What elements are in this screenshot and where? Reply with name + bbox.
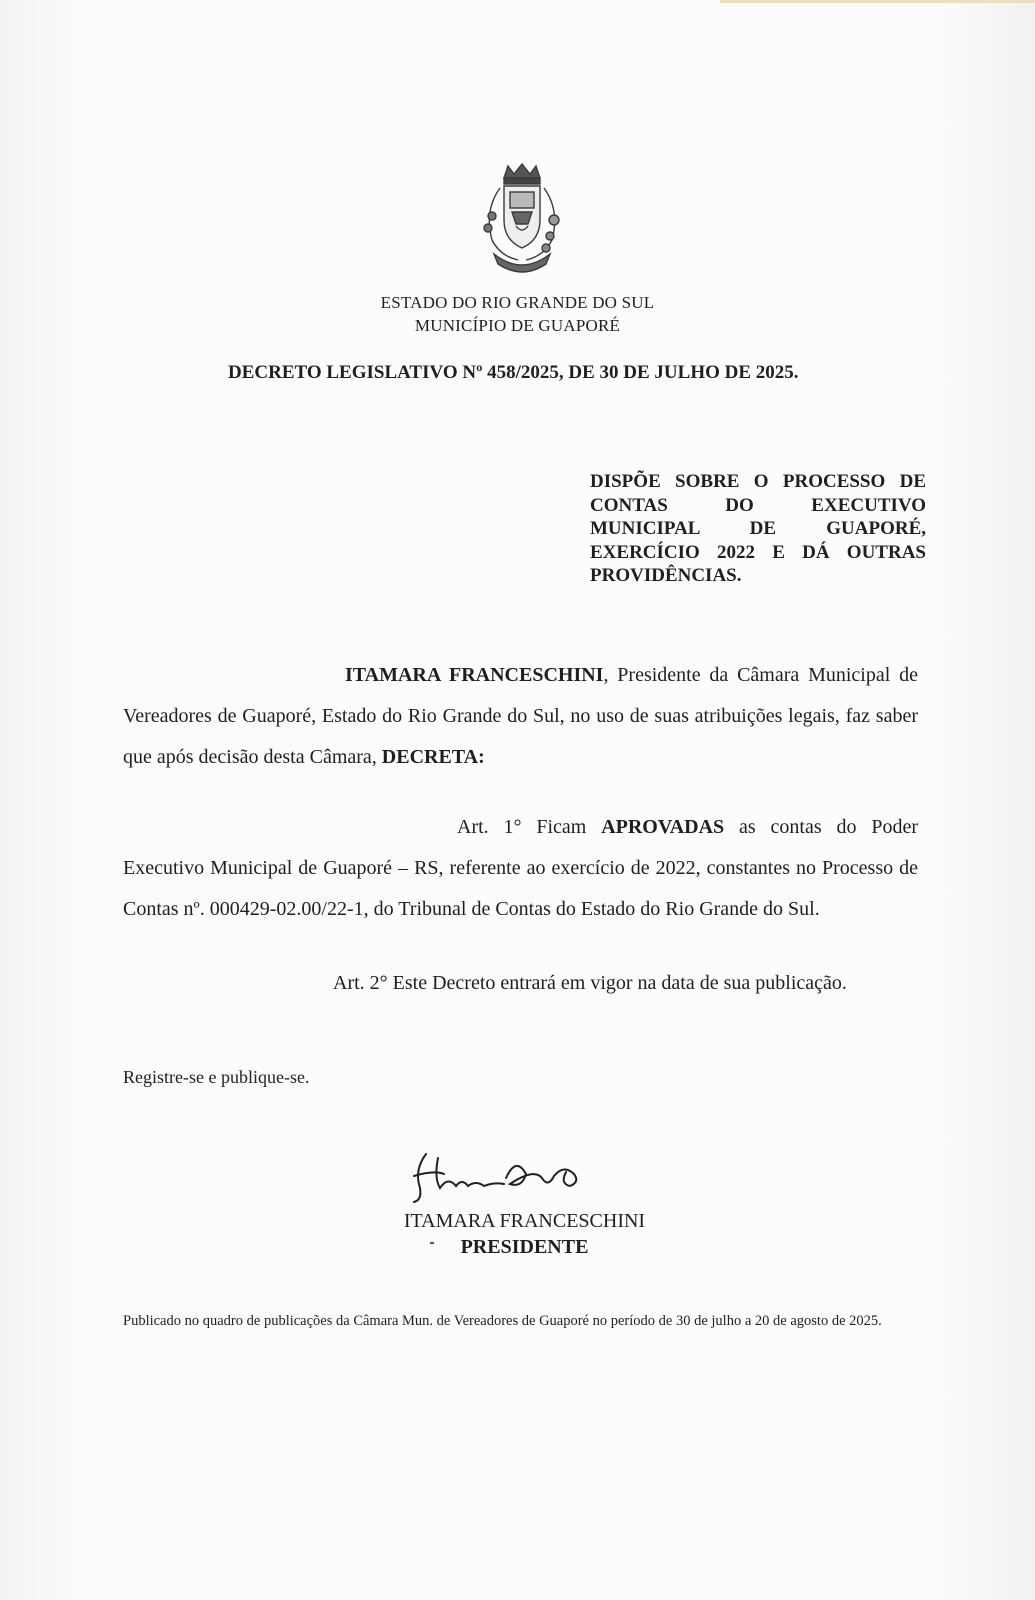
article-1-start: Art. 1° Ficam — [457, 816, 602, 838]
preamble-name: ITAMARA FRANCESCHINI — [345, 664, 604, 686]
decreta-label: DECRETA: — [381, 746, 485, 768]
decree-title: DECRETO LEGISLATIVO Nº 458/2025, DE 30 DE JULHO DE 2025. — [228, 362, 799, 383]
scan-edge-mark — [720, 0, 1035, 3]
preamble-text: , Presidente da Câmara Municipal de Vereadores de Guaporé, Estado do Rio Grande do Sul, no uso de suas atribuições legais, faz saber que após decisão desta Câmara, — [123, 664, 918, 768]
preamble-paragraph — [123, 655, 918, 778]
handwritten-signature — [404, 1148, 604, 1204]
signer-block — [387, 1208, 662, 1260]
header-municipality: MUNICÍPIO DE GUAPORÉ — [414, 316, 621, 335]
ementa-line: DISPÕE SOBRE O PROCESSO DE — [590, 471, 926, 492]
article-1-end: as contas do Poder Executivo Municipal de Guaporé – RS, referente ao exercício de 2022, constantes no Processo de Contas nº. 000429-02.00/22-1, do Tribunal de Contas do Estado do Rio Grande do Sul. — [123, 816, 918, 920]
stray-mark — [430, 1242, 434, 1244]
ementa-line: PROVIDÊNCIAS. — [590, 565, 742, 586]
ementa-line: EXERCÍCIO 2022 E DÁ OUTRAS — [590, 541, 926, 563]
ementa — [590, 470, 926, 588]
signer-role: PRESIDENTE — [460, 1236, 589, 1258]
article-1 — [123, 807, 918, 930]
closing-formula: Registre-se e publique-se. — [123, 1067, 310, 1087]
article-1-approved: APROVADAS — [601, 816, 725, 838]
ementa-line: MUNICIPAL DE GUAPORÉ, — [590, 518, 926, 539]
publication-note: Publicado no quadro de publicações da Câmara Mun. de Vereadores de Guaporé no período de 30 de julho a 20 de agosto de 2025. — [123, 1313, 882, 1329]
signer-name: ITAMARA FRANCESCHINI — [403, 1210, 646, 1232]
municipal-crest-icon — [474, 160, 570, 280]
header-state: ESTADO DO RIO GRANDE DO SUL — [380, 293, 655, 312]
article-2: Art. 2° Este Decreto entrará em vigor na data de sua publicação. — [333, 972, 847, 994]
ementa-line: CONTAS DO EXECUTIVO — [590, 494, 926, 516]
